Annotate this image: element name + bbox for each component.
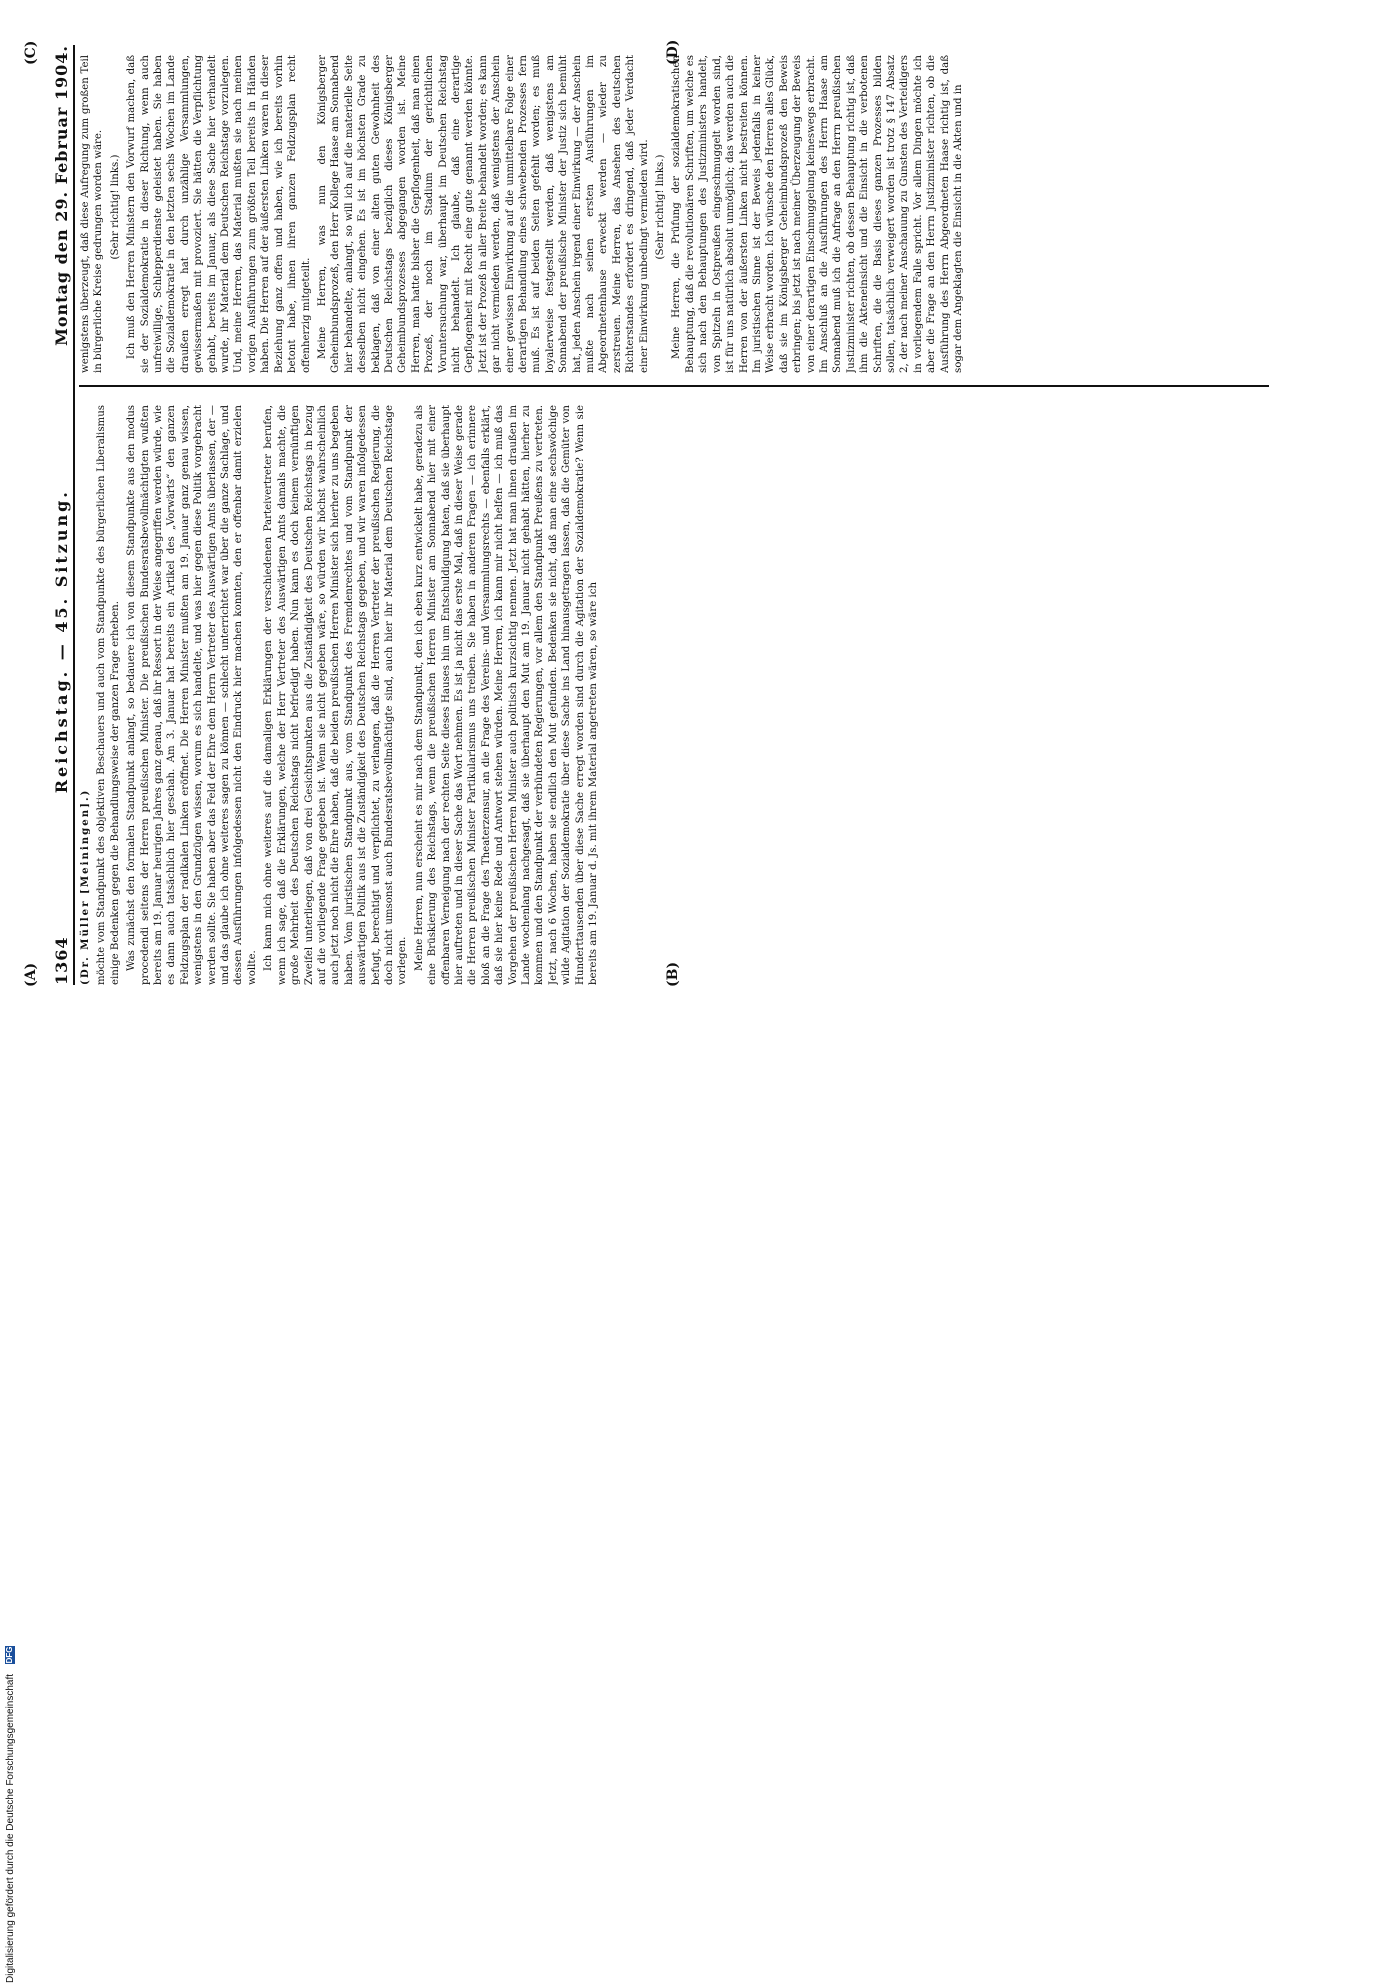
paragraph: Ich muß den Herren Ministern den Vorwurf machen, daß sie der Sozialdemokratie in dieser Richtung, wenn auch unfreiwillige, Schlepperdienste geleistet haben. Sie haben die Sozialdemokratie in den letzten sechs Wochen im Lande draußen erregt hat durch unzählige Versammlungen, gewissermaßen mit provoziert. Sie hätten die Verpflichtung gehabt, bereits im Januar, als diese Sache hier verhandelt wurde, ihr Material dem Deutschen Reichstage vorzulegen. Und, meine Herren, das Material mußten sie nach meinen vorigen Ausführungen zum größten Teil bereits in Händen haben. Die Herren auf der äußersten Linken waren in dieser Beziehung ganz offen und haben, wie ich bereits vorhin betont habe, ihnen ihren ganzen Feldzugsplan recht offenherzig mitgeteilt. xyxy=(126,55,312,373)
interjection: (Sehr richtig! links.) xyxy=(109,154,121,260)
paragraph: möchte vom Standpunkt des objektiven Beschauers und auch vom Standpunkte des bürgerlichen Liberalismus einige Bedenken gegen die Behandlungsweise der ganzen Frage erheben. xyxy=(96,405,121,985)
page-number: 1364 xyxy=(52,936,71,985)
margin-marker-c: (C) xyxy=(23,40,39,65)
paragraph: wenigstens überzeugt, daß diese Aufregung zum großen Teil in bürgerliche Kreise gedrungen worden wäre. xyxy=(80,55,105,373)
credit-text: Digitalisierung gefördert durch die Deutsche Forschungsgemeinschaft xyxy=(4,1673,16,1983)
left-column xyxy=(79,405,1269,985)
paragraph: Meine Herren, nun erscheint es mir nach dem Standpunkt, den ich eben kurz entwickelt habe, geradezu als eine Brüskierung des Reichstags, wenn die preußischen Herren Minister am Sonnabend hier mit einer offenbaren Verneigung nach der rechten Seite dieses Hauses hin um Entschuldigung baten, daß sie überhaupt hier auftreten und in dieser Sache das Wort nehmen. Es ist ja nicht das erste Mal, daß in dieser Weise gerade die Herren preußischen Minister Partikularismus uns treiben. Sie haben in anderen Fragen — ich erinnere bloß an die Frage des Theaterzensur, an die Frage des Vereins- und Versammlungsrechts — ebenfalls erklärt, daß sie hier keine Rede und Antwort stehen würden. Meine Herren, ich kann mir nicht helfen — ich muß das Vorgehen der preußischen Herren Minister auch politisch kurzsichtig nennen. Jetzt hat man ihnen draußen im Lande wochenlang nachgesagt, daß sie überhaupt den Mut am 19. Januar nicht gehabt hätten, hierher zu kommen und den Standpunkt der verbündeten Regierungen, vor allem den Standpunkt Preußens zu vertreten. Jetzt, nach 6 Wochen, haben sie endlich den Mut gefunden. Bedenken sie nicht, daß man eine sechswöchige wilde Agitation der Sozialdemokratie über diese Sache ins Land hinausgetragen lassen, daß die Gemüter von Hunderttausenden über diese Sache erregt worden sind durch die Agitation der Sozialdemokratie? Wenn sie bereits am 19. Januar d. Js. mit ihrem Material angetreten wären, so wäre ich xyxy=(413,405,600,985)
session-title: Reichstag. — 45. Sitzung. xyxy=(52,489,71,794)
margin-marker-a: (A) xyxy=(23,962,39,987)
margin-marker-b: (B) xyxy=(665,961,681,987)
page-header xyxy=(45,45,75,985)
dfg-logo: DFG xyxy=(5,1646,14,1664)
paragraph: Ich kann mich ohne weiteres auf die damaligen Erklärungen der verschiedenen Parteivertreter berufen, wenn ich sage, daß die Erklärungen, welche der Herr Vertreter des Auswärtigen Amts damals machte, die große Mehrheit des Deutschen Reichstags nicht befriedigt haben. Nun kann es doch keinem vernünftigen Zweifel unterliegen, daß von drei Gesichtspunkten aus die Zuständigkeit des Deutschen Reichstags in bezug auf die vorliegende Frage gegeben ist. Wenn sie nicht gegeben wäre, so würden wir höchst wahrscheinlich auch jetzt noch nicht die Ehre haben, daß die beiden preußischen Herren Minister sich hierher zu uns begeben haben. Vom juristischen Standpunkt aus, vom Standpunkt des Fremdenrechtes und vom Standpunkt der auswärtigen Politik aus ist die Zuständigkeit des Deutschen Reichstags gegeben, und wir waren infolgedessen befugt, berechtigt und verpflichtet, zu verlangen, daß die Herren Vertreter der preußischen Regierung, die doch nicht umsonst auch Bundesratsbevollmächtigte sind, auch hier ihr Material dem Deutschen Reichstage vorlegen. xyxy=(263,405,409,985)
column-divider xyxy=(79,385,1269,387)
right-column xyxy=(79,55,1269,373)
paragraph: Meine Herren, was nun den Königsberger Geheimbundsprozeß, den Herr Kollege Haase am Sonnabend hier behandelte, anlangt, so will ich auf die materielle Seite desselben nicht eingehen. Es ist im höchsten Grade zu beklagen, daß von einer alten guten Gewohnheit des Deutschen Reichstags bezüglich dieses Königsberger Geheimbundsprozesses abgegangen worden ist. Meine Herren, man hatte bisher die Gepflogenheit, daß man einen Prozeß, der noch im Stadium der gerichtlichen Voruntersuchung war, überhaupt im Deutschen Reichstag nicht behandelt. Ich glaube, daß eine derartige Gepflogenheit mit Recht eine gute genannt werden könnte. Jetzt ist der Prozeß in aller Breite behandelt worden; es kann gar nicht vermieden werden, daß wenigstens der Anschein einer gewissen Einwirkung auf die unmittelbare Folge einer derartigen Behandlung eines schwebenden Prozesses fern muß. Es ist auf beiden Seiten gefehlt worden; es muß loyalerweise festgestellt werden, daß wenigstens am Sonnabend der preußische Minister der Justiz sich bemüht hat, jeden Anschein irgend einer Einwirkung — der Anschein mußte nach seinen ersten Ausführungen im Abgeordnetenhause erweckt werden — wieder zu zerstreuen. Meine Herren, das Ansehen des deutschen Richterstandes erfordert es dringend, daß jeder Verdacht einer Einwirkung unbedingt vermieden wird. xyxy=(316,55,650,373)
paragraph: Meine Herren, die Prüfung der sozialdemokratischen Behauptung, daß die revolutionären Schriften, um welche es sich nach den Behauptungen des Justizministers handelt, von Spitzeln in Ostpreußen eingeschmuggelt worden sind, ist für uns natürlich absolut unmöglich; das werden auch die Herren von der äußersten Linken nicht bestreiten können. Im juristischen Sinne ist der Beweis jedenfalls in keiner Weise erbracht worden. Ich wünsche den Herren alles Glück, daß sie im Königsberger Geheimbundsprozeß den Beweis erbringen; bis jetzt ist nach meiner Überzeugung der Beweis von einer derartigen Einschmuggelung keineswegs erbracht. Im Anschluß an die Ausführungen des Herrn Haase am Sonnabend muß ich die Anfrage an den Herrn preußischen Justizminister richten, ob dessen Behauptung richtig ist, daß ihm die Akteneinsicht und die Einsicht in die verbotenen Schriften, die die Basis dieses ganzen Prozesses bilden sollen, tatsächlich verweigert worden ist trotz § 147 Absatz 2, der nach meiner Anschauung zu Gunsten des Verteidigers in vorliegendem Falle spricht. Vor allem Dingen möchte ich aber die Frage an den Herrn Justizminister richten, ob die Ausführung des Herrn Abgeordneten Haase richtig ist, daß sogar dem Angeklagten die Einsicht in die Akten und in xyxy=(671,55,964,373)
document-page xyxy=(23,39,1295,987)
speaker-label: (Dr. Müller [Meiningen].) xyxy=(79,788,91,985)
margin-marker-d: (D) xyxy=(665,39,681,65)
digitization-credit xyxy=(3,998,17,1983)
session-date: Montag den 29. Februar 1904. xyxy=(52,45,71,346)
interjection: (Sehr richtig! links.) xyxy=(655,154,667,260)
paragraph: Was zunächst den formalen Standpunkt anlangt, so bedauere ich von diesem Standpunkte aus den modus procedendi seitens der Herren preußischen Minister. Die preußischen Bundesratsbevollmächtigten wußten bereits am 19. Januar heurigen Jahres ganz genau, daß ihr Ressort in der Weise angegriffen werden würde, wie es dann auch tatsächlich hier geschah. Am 3. Januar hat bereits ein Artikel des „Vorwärts“ den ganzen Feldzugsplan der radikalen Linken eröffnet. Die Herren Minister mußten am 19. Januar ganz genau wissen, wenigstens in den Grundzügen wissen, worum es sich handelte, und was hier gegen diese Politik vorgebracht werden sollte. Sie haben aber das Feld der Ehre dem Herrn Vertreter des Auswärtigen Amts überlassen, der — und das glaube ich ohne weiteres sagen zu können — schlecht unterrichtet war über die ganze Sachlage, und dessen Ausführungen infolgedessen nicht den Eindruck hier machen konnten, den er offenbar damit erzielen wollte. xyxy=(126,405,258,985)
